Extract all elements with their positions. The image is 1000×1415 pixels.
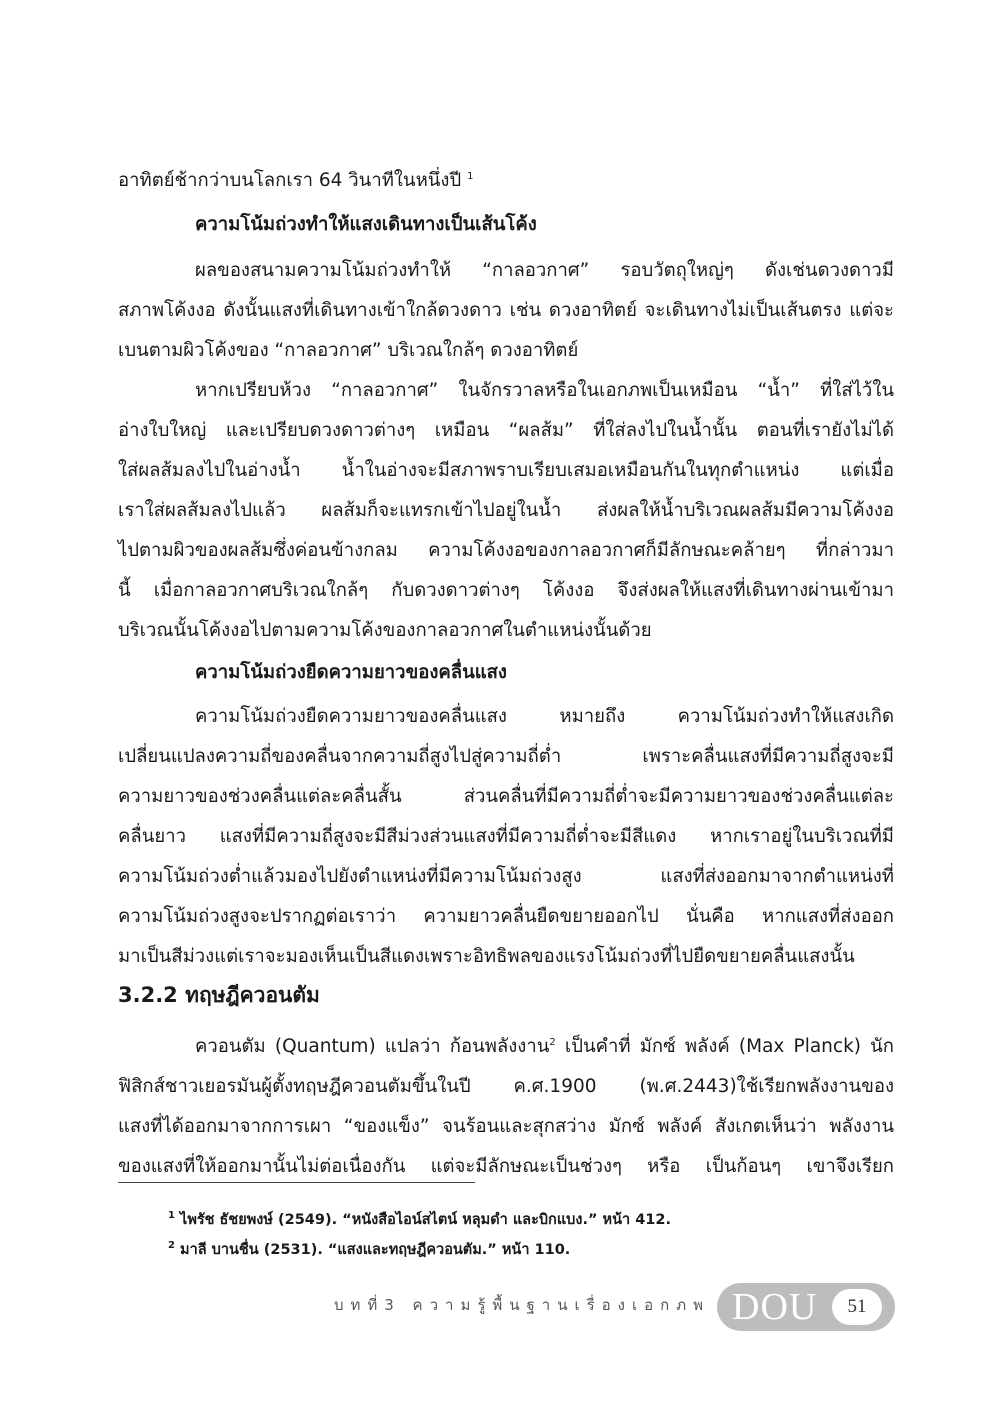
line-text: เป็นคำที่ มักซ์ พลังค์ (Max Planck) นัก [555,1036,894,1057]
paragraph-line: ฟิสิกส์ชาวเยอรมันผู้ตั้งทฤษฎีควอนตัมขึ้นในปี ค.ศ.1900 (พ.ศ.2443)ใช้เรียกพลังงานของ [118,1076,894,1097]
footnote [168,1238,570,1262]
footnote-ref: 1 [467,170,474,182]
paragraph-line: มาเป็นสีม่วงแต่เราจะมองเห็นเป็นสีแดงเพราะอิทธิพลของแรงโน้มถ่วงที่ไปยืดขยายคลื่นแสงนั้น [118,946,855,967]
footnote-text: มาลี บานชื่น (2531). “แสงและทฤษฎีควอนตัม.” หน้า 110. [180,1242,571,1258]
section-heading-quantum-theory: 3.2.2 ทฤษฎีควอนตัม [118,983,320,1007]
line-text: อาทิตย์ช้ากว่าบนโลกเรา 64 วินาทีในหนึ่งปี [118,170,462,191]
text-line [118,164,473,198]
page-number: 51 [832,1289,882,1325]
paragraph-line: บริเวณนั้นโค้งงอไปตามความโค้งของกาลอวกาศในตำแหน่งนั้นด้วย [118,620,652,641]
brand-logo: DOU [732,1286,818,1328]
chapter-title: บทที่3 ความรู้พื้นฐานเรื่องเอกภพ [333,1296,710,1314]
footnote-number: 1 [168,1210,175,1222]
subheading-gravity-stretches-wavelength: ความโน้มถ่วงยืดความยาวของคลื่นแสง [195,662,507,683]
paragraph-line: เราใส่ผลส้มลงไปแล้ว ผลส้มก็จะแทรกเข้าไปอยู่ในน้ำ ส่งผลให้น้ำบริเวณผลส้มมีความโค้งงอ [118,500,894,521]
footnote [168,1208,671,1232]
paragraph-line: ใส่ผลส้มลงไปในอ่างน้ำ น้ำในอ่างจะมีสภาพราบเรียบเสมอเหมือนกันในทุกตำแหน่ง แต่เมื่อ [118,460,894,481]
paragraph-line: อ่างใบใหญ่ และเปรียบดวงดาวต่างๆ เหมือน “ผลส้ม” ที่ใส่ลงไปในน้ำนั้น ตอนที่เรายังไม่ได้ [118,420,894,441]
paragraph-line: ไปตามผิวของผลส้มซึ่งค่อนข้างกลม ความโค้งงอของกาลอวกาศก็มีลักษณะคล้ายๆ ที่กล่าวมา [118,540,894,561]
paragraph-line: ความยาวของช่วงคลื่นแต่ละคลื่นสั้น ส่วนคลื่นที่มีความถี่ต่ำจะมีความยาวของช่วงคลื่นแต่ละ [118,786,894,807]
paragraph-line: แสงที่ได้ออกมาจากการเผา “ของแข็ง” จนร้อนและสุกสว่าง มักซ์ พลังค์ สังเกตเห็นว่า พลังงาน [118,1116,894,1137]
paragraph-line: เปลี่ยนแปลงความถี่ของคลื่นจากความถี่สูงไปสู่ความถี่ต่ำ เพราะคลื่นแสงที่มีความถี่สูงจะมี [118,746,894,767]
paragraph-line: คลื่นยาว แสงที่มีความถี่สูงจะมีสีม่วงส่วนแสงที่มีความถี่ต่ำจะมีสีแดง หากเราอยู่ในบริเวณที่มี [118,826,894,847]
paragraph-line: สภาพโค้งงอ ดังนั้นแสงที่เดินทางเข้าใกล้ดวงดาว เช่น ดวงอาทิตย์ จะเดินทางไม่เป็นเส้นตรง แต่จะ [118,300,894,321]
footnote-divider [118,1182,475,1183]
paragraph-line: ความโน้มถ่วงยืดความยาวของคลื่นแสง หมายถึง ความโน้มถ่วงทำให้แสงเกิด [195,706,894,727]
paragraph-line: หากเปรียบห้วง “กาลอวกาศ” ในจักรวาลหรือในเอกภพเป็นเหมือน “น้ำ” ที่ใส่ไว้ใน [195,380,894,401]
paragraph-line [195,1030,894,1064]
paragraph-line: เบนตามผิวโค้งของ “กาลอวกาศ” บริเวณใกล้ๆ ดวงอาทิตย์ [118,340,579,361]
paragraph-line: ความโน้มถ่วงสูงจะปรากฏต่อเราว่า ความยาวคลื่นยืดขยายออกไป นั่นคือ หากแสงที่ส่งออก [118,906,894,927]
paragraph-line: ผลของสนามความโน้มถ่วงทำให้ “กาลอวกาศ” รอบวัตถุใหญ่ๆ ดังเช่นดวงดาวมี [195,260,894,281]
subheading-gravity-bends-light: ความโน้มถ่วงทำให้แสงเดินทางเป็นเส้นโค้ง [195,214,537,235]
page-footer [0,1283,1000,1333]
footnote-ref: 2 [549,1036,556,1048]
paragraph-line: ความโน้มถ่วงต่ำแล้วมองไปยังตำแหน่งที่มีความโน้มถ่วงสูง แสงที่ส่งออกมาจากตำแหน่งที่ [118,866,894,887]
line-text: ควอนตัม (Quantum) แปลว่า ก้อนพลังงาน [195,1036,550,1057]
footnote-text: ไพรัช ธัชยพงษ์ (2549). “หนังสือไอน์สไตน์ หลุมดำ และบิกแบง.” หน้า 412. [180,1212,671,1228]
paragraph-line: ของแสงที่ให้ออกมานั้นไม่ต่อเนื่องกัน แต่จะมีลักษณะเป็นช่วงๆ หรือ เป็นก้อนๆ เขาจึงเรียก [118,1156,894,1177]
paragraph-line: นี้ เมื่อกาลอวกาศบริเวณใกล้ๆ กับดวงดาวต่างๆ โค้งงอ จึงส่งผลให้แสงที่เดินทางผ่านเข้ามา [118,580,894,601]
footnote-number: 2 [168,1240,175,1252]
